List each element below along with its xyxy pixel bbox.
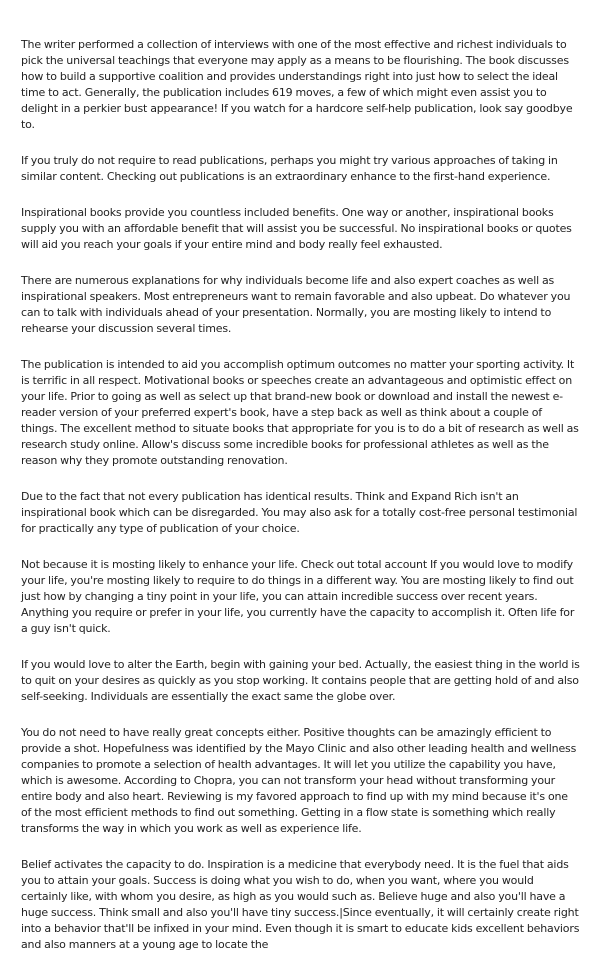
paragraph: There are numerous explanations for why individuals become life and also expert coaches as well as inspirational speakers. Most entrepreneurs want to remain favorable and also upbeat. Do whatever you can to talk with individuals ahead of your presentation. Normally, you are mosting likely to intend to rehearse your discussion several times. [21, 274, 571, 335]
paragraph: Belief activates the capacity to do. Inspiration is a medicine that everybody need. It is the fuel that aids you to attain your goals. Success is doing what you wish to do, when you want, where you would certainly like, with whom you desire, as high as you would such as. Believe huge and also you'll have a huge success. Think small and also you'll have tiny success.|Since eventually, it will certainly create right into a behavior that'll be infixed in your mind. Even though it is smart to educate kids excellent behaviors and also manners at a young age to locate the [21, 858, 580, 951]
paragraph: The writer performed a collection of interviews with one of the most effective and richest individuals to pick the universal teachings that everyone may apply as a means to be flourishing. The book discusses how to build a supportive coalition and provides understandings right into just how to select the ideal time to act. Generally, the publication includes 619 moves, a few of which might even assist you to delight in a perkier bust appearance! If you watch for a hardcore self-help publication, look say goodbye to. [21, 38, 573, 131]
paragraph: If you truly do not require to read publications, perhaps you might try various approaches of taking in similar content. Checking out publications is an extraordinary enhance to the first-hand experience. [21, 154, 558, 183]
paragraph: Due to the fact that not every publication has identical results. Think and Expand Rich isn't an inspirational book which can be disregarded. You may also ask for a totally cost-free personal testimonial for practically any type of publication of your choice. [21, 490, 578, 535]
paragraph: Not because it is mosting likely to enhance your life. Check out total account If you would love to modify your life, you're mosting likely to require to do things in a different way. You are mosting likely to find out just how by changing a tiny point in your life, you can attain incredible success over recent years. Anything you require or prefer in your life, you currently have the capacity to accomplish it. Often life for a guy isn't quick. [21, 558, 575, 635]
paragraph: You do not need to have really great concepts either. Positive thoughts can be amazingly efficient to provide a shot. Hopefulness was identified by the Mayo Clinic and also other leading health and wellness companies to promote a selection of health advantages. It will let you utilize the capability you have, which is awesome. According to Chopra, you can not transform your head without transforming your entire body and also heart. Reviewing is my favored approach to find up with my mind because it's one of the most efficient methods to find out something. Getting in a flow state is something which really transforms the way in which you work as well as experience life. [21, 726, 577, 835]
paragraph: If you would love to alter the Earth, begin with gaining your bed. Actually, the easiest thing in the world is to quit on your desires as quickly as you stop working. It contains people that are getting hold of and also self-seeking. Individuals are essentially the exact same the globe over. [21, 658, 580, 703]
paragraph: The publication is intended to aid you accomplish optimum outcomes no matter your sporting activity. It is terrific in all respect. Motivational books or speeches create an advantageous and optimistic effect on your life. Prior to going as well as select up that brand-new book or download and install the newest e-reader version of your preferred expert's book, have a step back as well as think about a couple of things. The excellent method to situate books that appropriate for you is to do a bit of research as well as research study online. Allow's discuss some incredible books for professional athletes as well as the reason why they promote outstanding renovation. [21, 358, 579, 467]
paragraph: Inspirational books provide you countless included benefits. One way or another, inspirational books supply you with an affordable benefit that will assist you be successful. No inspirational books or quotes will aid you reach your goals if your entire mind and body really feel exhausted. [21, 206, 572, 251]
